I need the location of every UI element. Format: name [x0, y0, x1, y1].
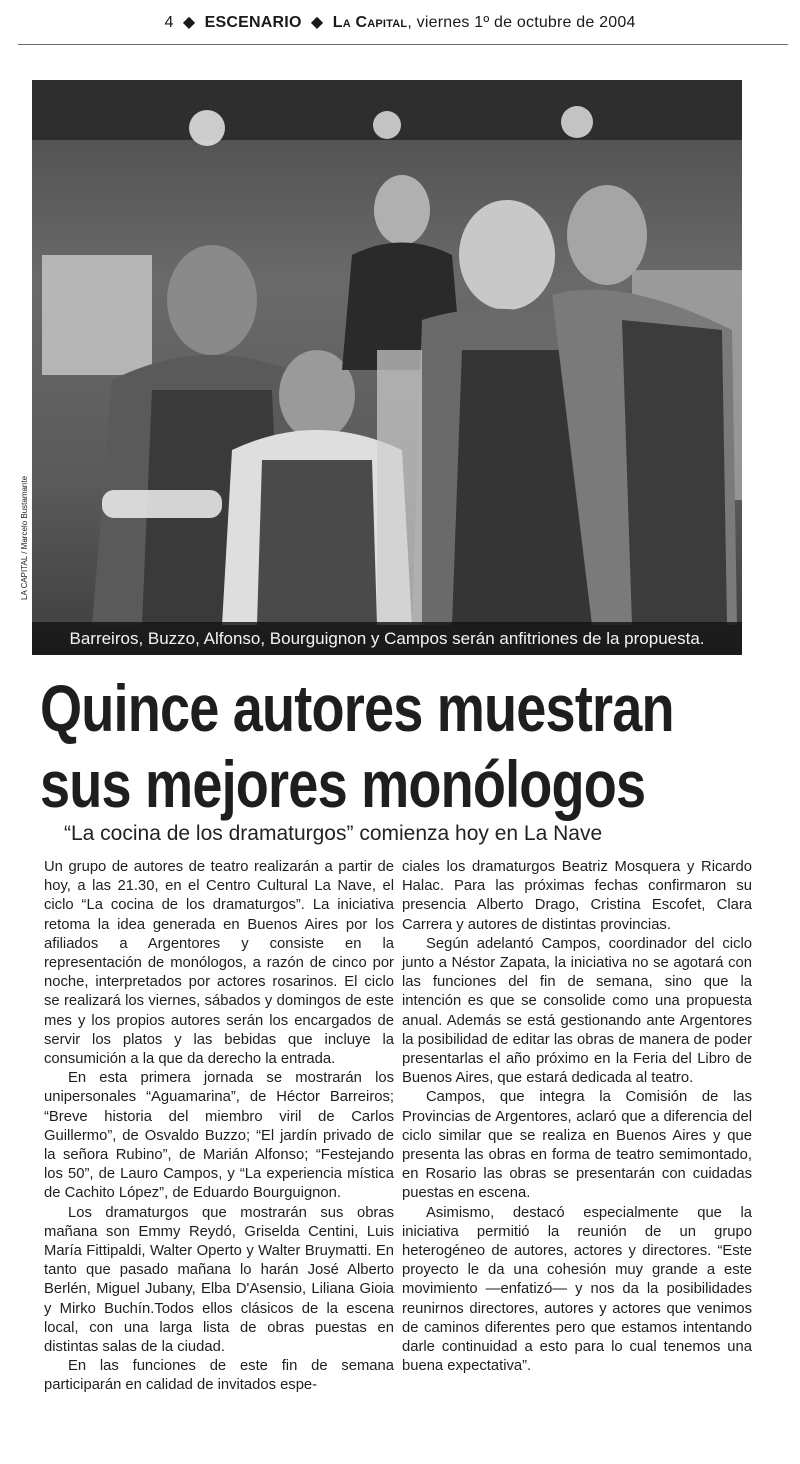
- paragraph: Según adelantó Campos, coordinador del ciclo junto a Néstor Zapata, la iniciativa no se agotará con las funciones del fin de semana, sino que la intención es que se consolide como una propuesta anual. Además se está gestionando ante Argentores la posibilidad de editar las obras de manera de poder presentarlas el año próximo en la Feria del Libro de Buenos Aires, que estará dedicada al teatro.: [402, 935, 752, 1087]
- headline: [40, 670, 674, 822]
- paragraph: En las funciones de este fin de semana participarán en calidad de invitados espe-: [44, 1358, 394, 1394]
- paragraph: Los dramaturgos que mostrarán sus obras mañana son Emmy Reydó, Griselda Centini, Luis María Fittipaldi, Walter Operto y Walter Bruymatti. En tanto que pasado mañana lo harán José Alberto Berlén, Miguel Jubany, Elba D'Asensio, Liliana Gioia y Mirko Buchín.Todos ellos clásicos de la escena local, con una larga lista de obras puestas en distintas salas de la ciudad.: [44, 1204, 394, 1356]
- article-column-right: [402, 858, 752, 1376]
- paragraph: Un grupo de autores de teatro realizarán a partir de hoy, a las 21.30, en el Centro Cultural La Nave, el ciclo “La cocina de los dramaturgos”. La iniciativa retoma la idea generada en Buenos Aires por los afiliados a Argentores y consiste en la representación de monólogos, a razón de cinco por noche, interpretados por actores rosarinos. El ciclo se realizará los viernes, sábados y domingos de este mes y los propios autores serán los encargados de servir los platos y las bebidas que incluye la consumición a la que da derecho la entrada.: [44, 859, 394, 1068]
- section-name: ESCENARIO: [204, 14, 302, 31]
- issue-date: viernes 1º de octubre de 2004: [416, 14, 636, 31]
- paragraph: Campos, que integra la Comisión de las Provincias de Argentores, aclaró que a diferencia del ciclo similar que se realiza en Buenos Aires y que presenta las obras en forma de teatro semimontado, en Rosario las obras se presentarán con cuidadas puestas en escena.: [402, 1089, 752, 1202]
- article-column-left: [44, 858, 394, 1396]
- diamond-separator-icon: ◆: [306, 14, 329, 31]
- headline-line-2: sus mejores monólogos: [40, 747, 646, 821]
- page-number: 4: [164, 14, 174, 31]
- photo-caption: Barreiros, Buzzo, Alfonso, Bourguignon y Campos serán anfitriones de la propuesta.: [32, 622, 742, 655]
- photo-credit: LA CAPITAL / Marcelo Bustamante: [20, 475, 29, 600]
- paragraph: ciales los dramaturgos Beatriz Mosquera y Ricardo Halac. Para las próximas fechas confirmaron su presencia Alberto Drago, Cristina Escofet, Clara Carrera y autores de distintas provincias.: [402, 859, 752, 933]
- paragraph: Asimismo, destacó especialmente que la iniciativa permitió la reunión de un grupo heterogéneo de autores, actores y directores. “Este proyecto le da una cohesión muy grande a este movimiento —enfatizó— y nos da la posibilidades reunirnos directores, autores y actores que venimos de caminos diferentes pero que estamos intentando darle continuidad a esto para lo cual tenemos una buena expectativa”.: [402, 1204, 752, 1375]
- headline-line-1: Quince autores muestran: [40, 671, 674, 745]
- article-photo: [32, 80, 742, 655]
- subheadline: “La cocina de los dramaturgos” comienza hoy en La Nave: [64, 822, 603, 845]
- header-divider: [18, 44, 788, 45]
- page-header: 4 ◆ ESCENARIO ◆ La Capital, viernes 1º de octubre de 2004: [164, 14, 636, 31]
- paragraph: En esta primera jornada se mostrarán los unipersonales “Aguamarina”, de Héctor Barreiros; “Breve historia del miembro viril de Carlos Guillermo”, de Osvaldo Buzzo; “El jardín privado de la señora Rubino”, de Marián Alfonso; “Festejando los 50”, de Lauro Campos, y “La experiencia mística de Cachito López”, de Eduardo Bourguignon.: [44, 1070, 394, 1202]
- diamond-separator-icon: ◆: [178, 14, 201, 31]
- newspaper-name: La Capital: [332, 14, 408, 31]
- group-photo-illustration: [32, 80, 742, 655]
